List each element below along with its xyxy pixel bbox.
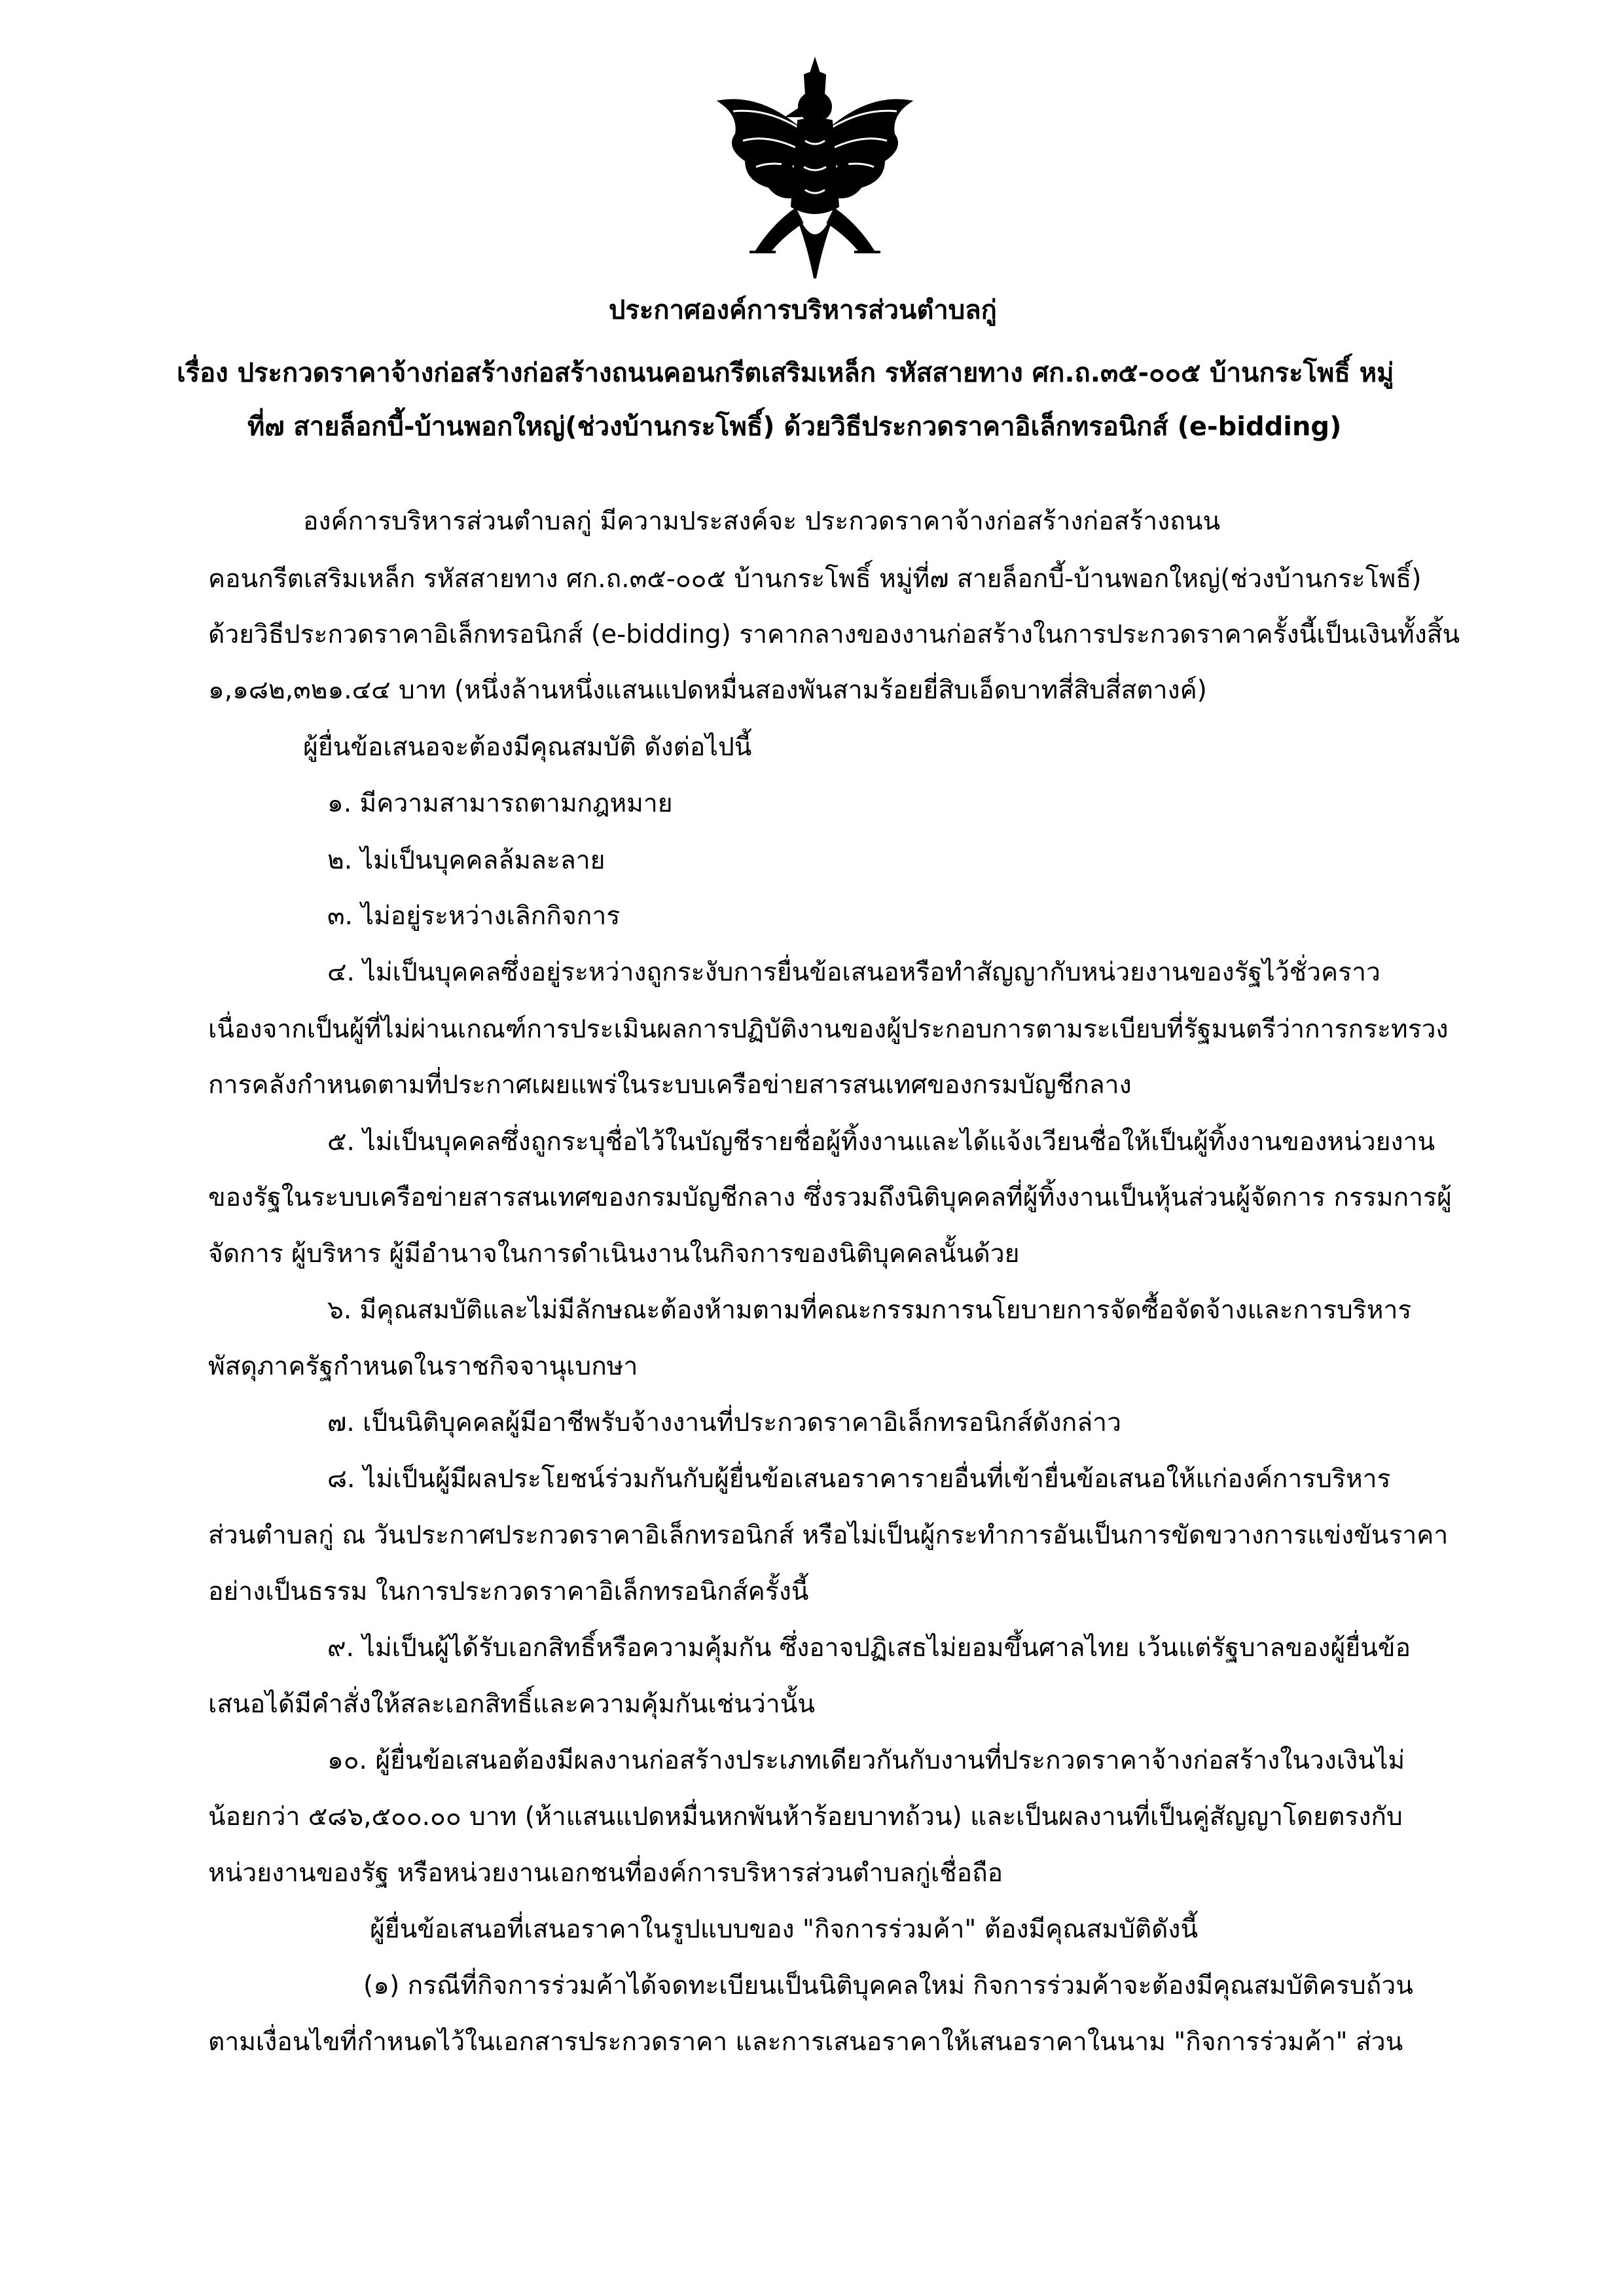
- jv-item-1-line-2: ตามเงื่อนไขที่กำหนดไว้ในเอกสารประกวดราคา และการเสนอราคาให้เสนอราคาในนาม "กิจการร่วมค้า" ส่วน: [208, 2027, 1403, 2057]
- item-5-line-2: ของรัฐในระบบเครือข่ายสารสนเทศของกรมบัญชีกลาง ซึ่งรวมถึงนิติบุคคลที่ผู้ทิ้งงานเป็นหุ้นส่วนผู้จัดการ กรรมการผู้: [208, 1183, 1452, 1212]
- item-8-line-1: ๘. ไม่เป็นผู้มีผลประโยชน์ร่วมกันกับผู้ยื่นข้อเสนอราคารายอื่นที่เข้ายื่นข้อเสนอให้แก่องค์การบริหาร: [327, 1464, 1391, 1494]
- item-10-line-3: หน่วยงานของรัฐ หรือหน่วยงานเอกชนที่องค์การบริหารส่วนตำบลกู่เชื่อถือ: [208, 1858, 1003, 1888]
- item-6-line-2: พัสดุภาครัฐกำหนดในราชกิจจานุเบกษา: [208, 1352, 638, 1381]
- item-2: ๒. ไม่เป็นบุคคลล้มละลาย: [327, 846, 605, 875]
- joint-venture-intro: ผู้ยื่นข้อเสนอที่เสนอราคาในรูปแบบของ "กิจการร่วมค้า" ต้องมีคุณสมบัติดังนี้: [370, 1915, 1199, 1944]
- paragraph-1-line-3: ด้วยวิธีประกวดราคาอิเล็กทรอนิกส์ (e-bidding) ราคากลางของงานก่อสร้างในการประกวดราคาครั้งนี้เป็นเงินทั้งสิ้น: [208, 620, 1460, 649]
- item-6-line-1: ๖. มีคุณสมบัติและไม่มีลักษณะต้องห้ามตามที่คณะกรรมการนโยบายการจัดซื้อจัดจ้างและการบริหาร: [327, 1295, 1412, 1325]
- item-8-line-2: ส่วนตำบลกู่ ณ วันประกาศประกวดราคาอิเล็กทรอนิกส์ หรือไม่เป็นผู้กระทำการอันเป็นการขัดขวางการแข่งขันราคา: [208, 1521, 1449, 1550]
- item-9-line-1: ๙. ไม่เป็นผู้ได้รับเอกสิทธิ์หรือความคุ้มกัน ซึ่งอาจปฏิเสธไม่ยอมขึ้นศาลไทย เว้นแต่รัฐบาลของผู้ยื่นข้อ: [327, 1633, 1411, 1663]
- item-4-line-2: เนื่องจากเป็นผู้ที่ไม่ผ่านเกณฑ์การประเมินผลการปฏิบัติงานของผู้ประกอบการตามระเบียบที่รัฐมนตรีว่าการกระทรวง: [208, 1015, 1449, 1044]
- garuda-emblem-icon: [707, 56, 923, 291]
- paragraph-1-line-1: องค์การบริหารส่วนตำบลกู่ มีความประสงค์จะ ประกวดราคาจ้างก่อสร้างก่อสร้างถนน: [303, 507, 1221, 536]
- announcement-title: ประกาศองค์การบริหารส่วนตำบลกู่: [609, 295, 997, 325]
- item-7: ๗. เป็นนิติบุคคลผู้มีอาชีพรับจ้างงานที่ประกวดราคาอิเล็กทรอนิกส์ดังกล่าว: [327, 1408, 1121, 1437]
- paragraph-1-line-4: ๑,๑๘๒,๓๒๑.๔๔ บาท (หนึ่งล้านหนึ่งแสนแปดหมื่นสองพันสามร้อยยี่สิบเอ็ดบาทสี่สิบสี่สตางค์): [208, 676, 1207, 705]
- item-4-line-1: ๔. ไม่เป็นบุคคลซึ่งอยู่ระหว่างถูกระงับการยื่นข้อเสนอหรือทำสัญญากับหน่วยงานของรัฐไว้ชั่วคราว: [327, 958, 1380, 987]
- item-5-line-3: จัดการ ผู้บริหาร ผู้มีอำนาจในการดำเนินงานในกิจการของนิติบุคคลนั้นด้วย: [208, 1239, 1020, 1269]
- item-3: ๓. ไม่อยู่ระหว่างเลิกกิจการ: [327, 901, 621, 931]
- item-5-line-1: ๕. ไม่เป็นบุคคลซึ่งถูกระบุชื่อไว้ในบัญชีรายชื่อผู้ทิ้งงานและได้แจ้งเวียนชื่อให้เป็นผู้ทิ้งงานของหน่วยงาน: [327, 1127, 1435, 1157]
- qualification-intro: ผู้ยื่นข้อเสนอจะต้องมีคุณสมบัติ ดังต่อไปนี้: [303, 732, 752, 762]
- jv-item-1-line-1: (๑) กรณีที่กิจการร่วมค้าได้จดทะเบียนเป็นนิติบุคคลใหม่ กิจการร่วมค้าจะต้องมีคุณสมบัติครบถ้วน: [363, 1971, 1413, 2000]
- item-1: ๑. มีความสามารถตามกฎหมาย: [327, 789, 673, 818]
- subject-line-2: ที่๗ สายล็อกบี้-บ้านพอกใหญ่(ช่วงบ้านกระโพธิ์) ด้วยวิธีประกวดราคาอิเล็กทรอนิกส์ (e-bidding): [247, 412, 1342, 442]
- paragraph-1-line-2: คอนกรีตเสริมเหล็ก รหัสสายทาง ศก.ถ.๓๕-๐๐๕ บ้านกระโพธิ์ หมู่ที่๗ สายล็อกบี้-บ้านพอกใหญ่(ช่วงบ้านกระโพธิ์): [208, 564, 1422, 594]
- item-10-line-1: ๑๐. ผู้ยื่นข้อเสนอต้องมีผลงานก่อสร้างประเภทเดียวกันกับงานที่ประกวดราคาจ้างก่อสร้างในวงเงินไม่: [327, 1746, 1405, 1775]
- item-9-line-2: เสนอได้มีคำสั่งให้สละเอกสิทธิ์และความคุ้มกันเช่นว่านั้น: [208, 1690, 816, 1719]
- item-10-line-2: น้อยกว่า ๕๘๖,๕๐๐.๐๐ บาท (ห้าแสนแปดหมื่นหกพันห้าร้อยบาทถ้วน) และเป็นผลงานที่เป็นคู่สัญญาโดยตรงกับ: [208, 1802, 1403, 1832]
- subject-line-1: เรื่อง ประกวดราคาจ้างก่อสร้างก่อสร้างถนนคอนกรีตเสริมเหล็ก รหัสสายทาง ศก.ถ.๓๕-๐๐๕ บ้านกระโพธิ์ หมู่: [177, 358, 1394, 388]
- item-4-line-3: การคลังกำหนดตามที่ประกาศเผยแพร่ในระบบเครือข่ายสารสนเทศของกรมบัญชีกลาง: [208, 1070, 1132, 1100]
- item-8-line-3: อย่างเป็นธรรม ในการประกวดราคาอิเล็กทรอนิกส์ครั้งนี้: [208, 1577, 809, 1606]
